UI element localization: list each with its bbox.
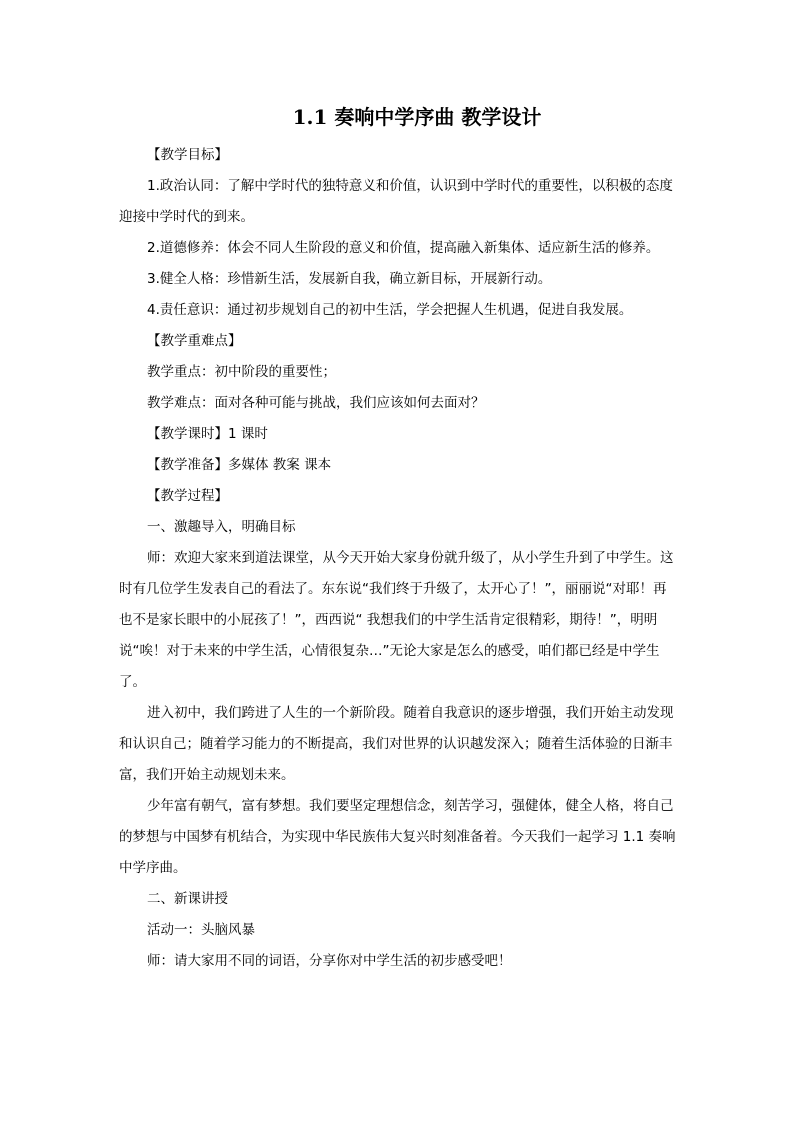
document-body [119,140,679,977]
key-point: 教学重点：初中阶段的重要性； [147,364,336,380]
lesson-hours: 【教学课时】1 课时 [147,426,268,442]
objective-4: 4.责任意识：通过初步规划自己的初中生活，学会把握人生机遇，促进自我发展。 [147,302,633,318]
section-heading-process: 【教学过程】 [147,488,228,504]
objective-2: 2.道德修养：体会不同人生阶段的意义和价值，提高融入新集体、适应新生活的修养。 [147,240,660,256]
document-title: 1.1 奏响中学序曲 教学设计 [292,105,542,129]
activity-1-heading: 活动一：头脑风暴 [147,922,255,938]
intro-paragraph-3: 少年富有朝气，富有梦想。我们要坚定理想信念，刻苦学习，强健体，健全人格，将自己的梦想与中国梦有机结合，为实现中华民族伟大复兴时刻准备着。今天我们一起学习 1.1 奏响中学序曲。 [119,798,676,876]
process-step-2-heading: 二、新课讲授 [147,891,228,907]
objective-1: 1.政治认同：了解中学时代的独特意义和价值，认识到中学时代的重要性，以积极的态度迎接中学时代的到来。 [119,178,673,225]
intro-paragraph-1: 师：欢迎大家来到道法课堂，从今天开始大家身份就升级了，从小学生升到了中学生。这时有几位学生发表自己的看法了。东东说“我们终于升级了，太开心了！”，丽丽说“对耶！再也不是家长眼中的小屁孩了！”，西西说“ 我想我们的中学生活肯定很精彩，期待！”，明明说“唉！对于未来的中学生活，心情很复杂…”无论大家是怎么的感受，咱们都已经是中学生了。 [119,550,674,690]
intro-paragraph-2: 进入初中，我们跨进了人生的一个新阶段。随着自我意识的逐步增强，我们开始主动发现和认识自己；随着学习能力的不断提高，我们对世界的认识越发深入；随着生活体验的日渐丰富，我们开始主动规划未来。 [119,705,674,783]
teacher-prompt: 师：请大家用不同的词语，分享你对中学生活的初步感受吧！ [147,953,512,969]
difficult-point: 教学难点：面对各种可能与挑战，我们应该如何去面对？ [147,395,485,411]
section-heading-key-points: 【教学重难点】 [147,333,242,349]
teaching-preparation: 【教学准备】多媒体 教案 课本 [147,457,332,473]
section-heading-objectives: 【教学目标】 [147,147,228,163]
process-step-1-heading: 一、激趣导入，明确目标 [147,519,296,535]
objective-3: 3.健全人格：珍惜新生活，发展新自我，确立新目标，开展新行动。 [147,271,552,287]
